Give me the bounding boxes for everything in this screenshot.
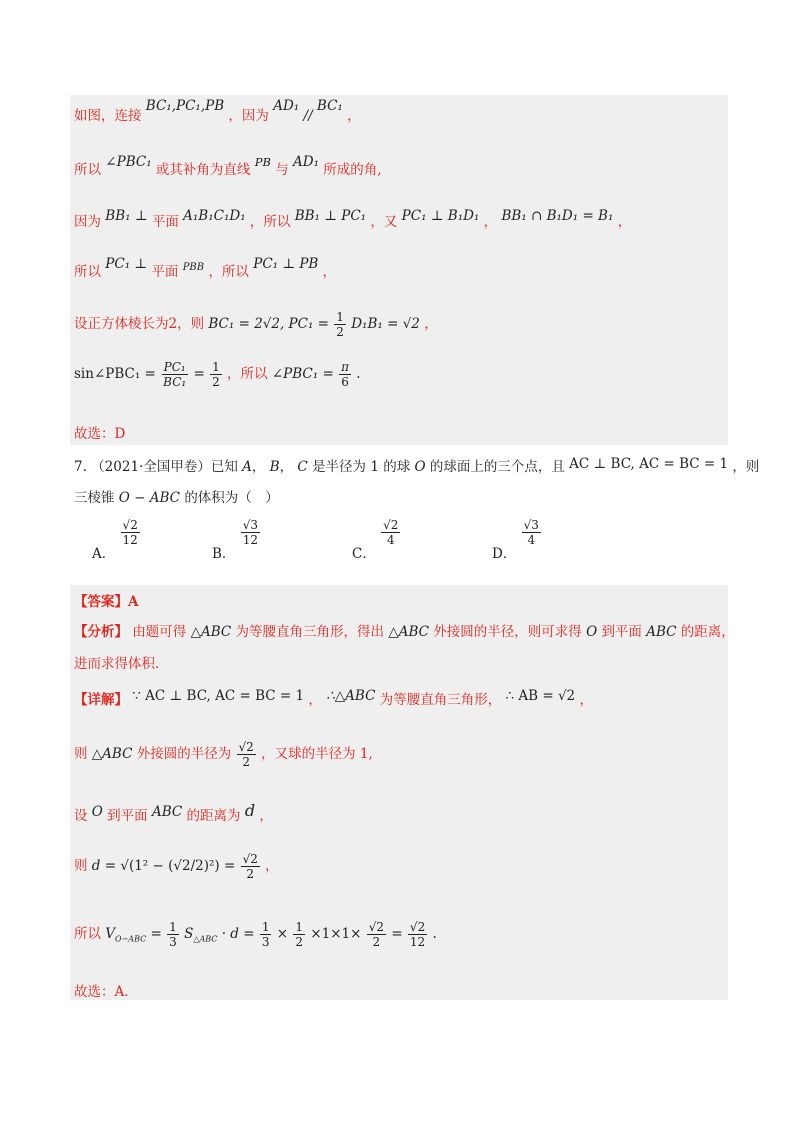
sol1-line-edge: 设正方体棱长为2，则 BC₁ = 2√2, PC₁ = $\frac{1}{2}$ D₁B₁ = √2 ，	[74, 310, 438, 339]
sol1-line-therefore: 所以 PC₁ ⊥ 平面 $^{PBB}$ ，所以 PC₁ ⊥ PB ，	[74, 256, 337, 280]
fraction: $\frac{1}{2}$	[212, 360, 220, 389]
radius-line: 则 △ABC 外接圆的半径为 $\frac{√2}{2}$ ，又球的半径为 1,	[74, 740, 373, 769]
distance-def-line: 设 O 到平面 ABC 的距离为 d ，	[74, 801, 273, 824]
fraction: $\frac{\text{PC₁}}{\text{BC₁}}$	[163, 360, 187, 389]
option-a[interactable]: A． $\frac{√2}{12}$	[92, 518, 138, 562]
fraction: $\frac{1}{3}$	[261, 920, 270, 949]
fraction: $\frac{1}{2}$	[336, 310, 344, 339]
question-7-stem: 7. （2021·全国甲卷）已知 A， B， C 是半径为 1 的球 O 的球面上的三个点，且 AC ⊥ BC, AC = BC = 1 ，则	[74, 456, 760, 475]
option-c[interactable]: C． $\frac{√2}{4}$	[352, 518, 399, 562]
option-b[interactable]: B． $\frac{√3}{12}$	[212, 518, 258, 562]
analysis-line-cont: 进而求得体积.	[74, 656, 160, 672]
sol1-answer: 故选：D	[74, 426, 126, 442]
distance-calc-line: 则 d = √(1² − (√2/2)²) = $\frac{√2}{2}$ ，	[74, 852, 279, 881]
option-d[interactable]: D． $\frac{√3}{4}$	[492, 518, 539, 562]
analysis-line: 【分析】 由题可得 △ABC 为等腰直角三角形，得出 △ABC 外接圆的半径，则可求得 O 到平面 ABC 的距离，	[74, 624, 735, 640]
final-answer: 故选：A.	[74, 984, 129, 1000]
question-7-stem-cont: 三棱锥 O − ABC 的体积为（ ）	[74, 490, 279, 506]
sol1-line-angle: 所以 ∠PBC₁ 或其补角为直线 PB 与 AD₁ 所成的角,	[74, 154, 382, 178]
volume-line: 所以 $V_{O-ABC}$ = $\frac{1}{3}$ $S_{\triangle ABC} \cdot d$ = $\frac{1}{3}$ × $\frac{1}{2}$ ×1×1× $\frac{√2}{2}$ = $\frac{√2}{12}$ .	[74, 920, 437, 949]
fraction: $\frac{1}{2}$	[295, 920, 304, 949]
fraction: $\frac{√2}{12}$	[409, 920, 426, 949]
fraction: $\frac{√2}{2}$	[242, 852, 258, 881]
sol1-line-perp: 因为 BB₁ ⊥ 平面 A₁B₁C₁D₁ ，所以 BB₁ ⊥ PC₁ ，又 PC₁ ⊥ B₁D₁ ， BB₁ ∩ B₁D₁ = B₁ ，	[74, 208, 632, 230]
sol1-line-sin: sin∠PBC₁ = $\frac{\text{PC₁}}{\text{BC₁}}$ = $\frac{1}{2}$ ，所以 ∠PBC₁ = $\frac{\pi}{6}$ .	[74, 360, 361, 389]
option-d-fraction: $\frac{√3}{4}$	[523, 518, 539, 547]
fraction: $\frac{√2}{2}$	[368, 920, 385, 949]
fraction: $\frac{1}{3}$	[169, 920, 177, 949]
answer-label: 【答案】A	[74, 594, 139, 610]
sol1-line-connect: 如图，连接 BC₁,PC₁,PB ，因为 AD₁ // BC₁ ，	[74, 98, 361, 124]
fraction: $\frac{√2}{2}$	[238, 740, 254, 769]
detail-line: 【详解】 ∵ AC ⊥ BC, AC = BC = 1 ， ∴△ABC 为等腰直角三角形， ∴ AB = √2 ，	[74, 688, 593, 708]
option-c-fraction: $\frac{√2}{4}$	[383, 518, 399, 547]
fraction: $\frac{\pi}{6}$	[341, 360, 349, 389]
option-b-fraction: $\frac{√3}{12}$	[242, 518, 258, 547]
option-a-fraction: $\frac{√2}{12}$	[122, 518, 138, 547]
